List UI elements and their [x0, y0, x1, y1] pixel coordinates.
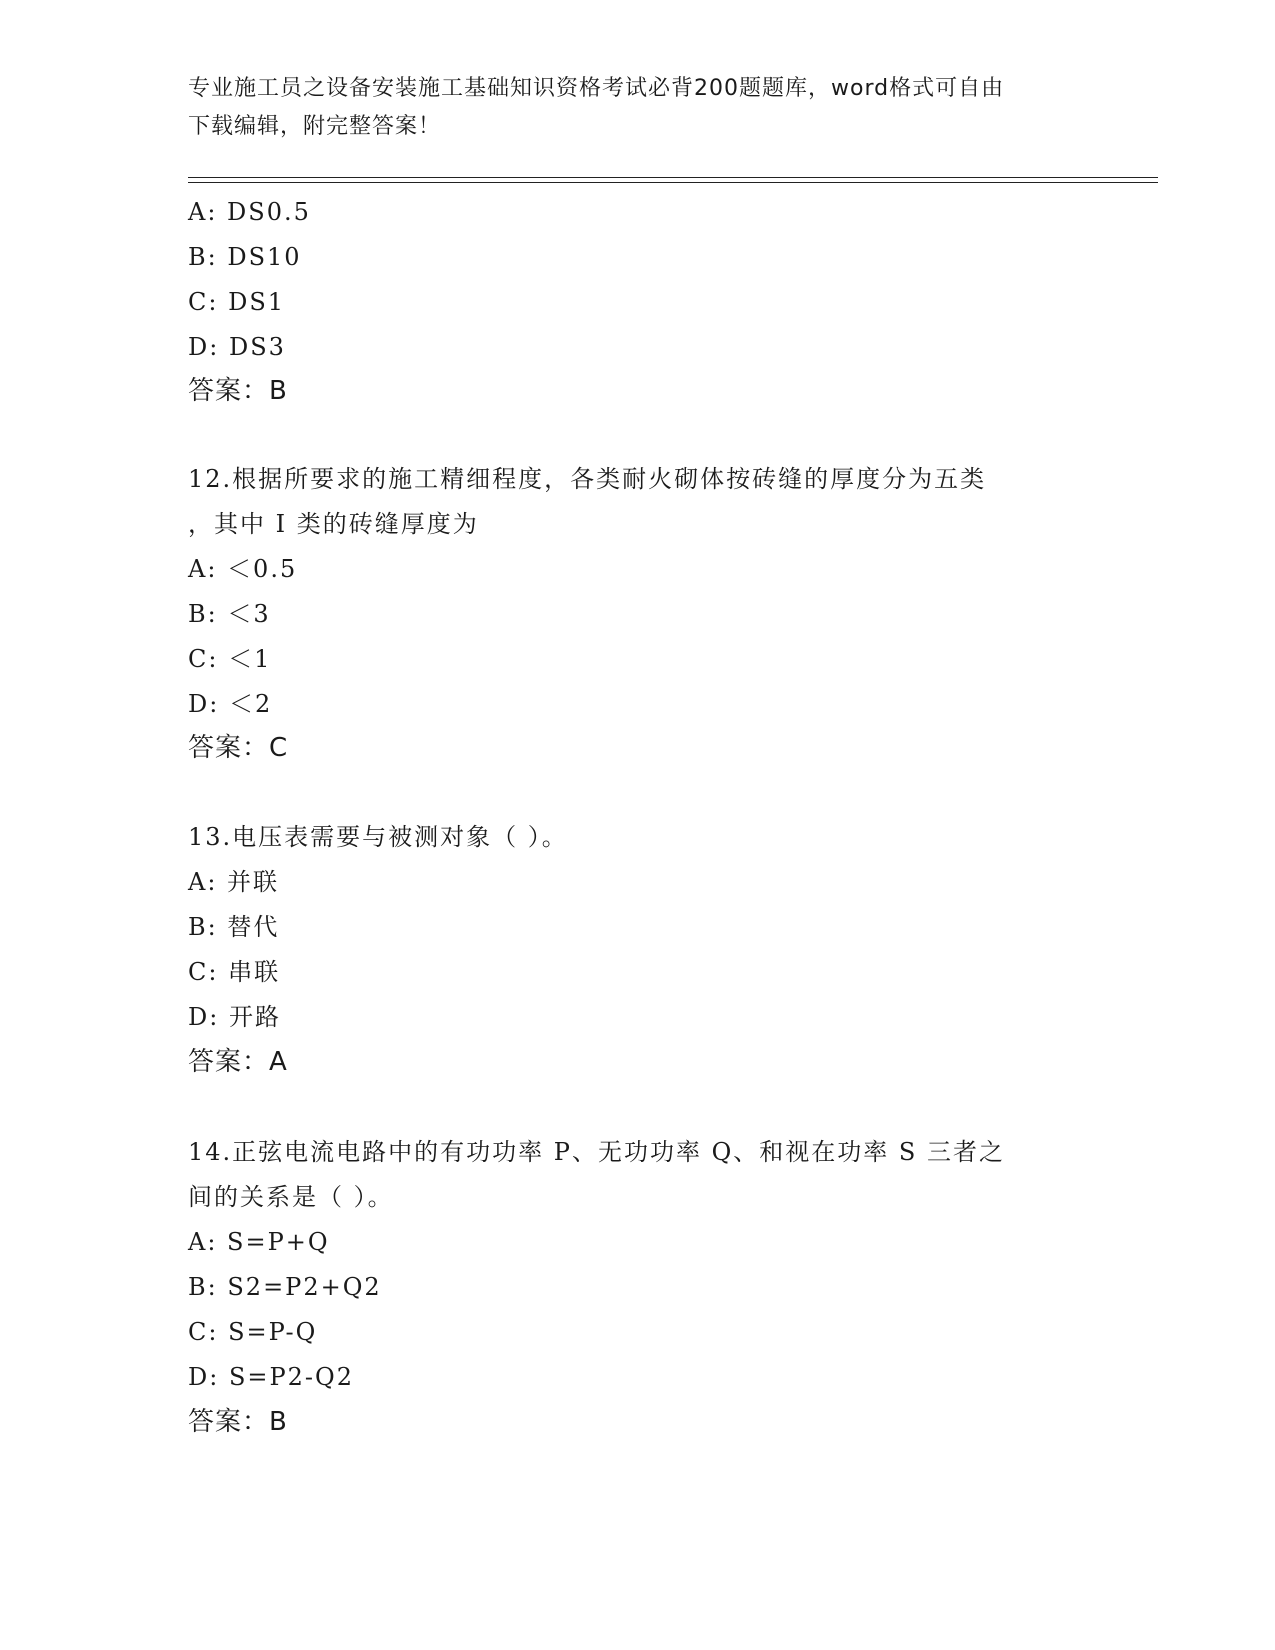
q13-option-d: D: 开路 [188, 1003, 281, 1031]
q12-option-a: A: ＜0.5 [188, 555, 298, 583]
q11-option-a: A: DS0.5 [188, 198, 311, 226]
q14-option-c: C: S=P-Q [188, 1318, 318, 1346]
q13-option-c: C: 串联 [188, 958, 281, 986]
q12-option-b: B: ＜3 [188, 600, 271, 628]
header-divider-top [188, 177, 1158, 178]
header-divider-bottom [188, 182, 1158, 183]
q11-answer: 答案：B [188, 376, 288, 406]
q14-option-b: B: S2=P2+Q2 [188, 1273, 382, 1301]
q14-option-d: D: S=P2-Q2 [188, 1363, 354, 1391]
q13-answer: 答案：A [188, 1047, 288, 1077]
q14-answer: 答案：B [188, 1407, 288, 1437]
q11-option-b: B: DS10 [188, 243, 302, 271]
q13-option-a: A: 并联 [188, 868, 280, 896]
q12-stem-line-2: ，其中 I 类的砖缝厚度为 [188, 510, 479, 538]
q14-option-a: A: S=P+Q [188, 1228, 330, 1256]
q12-option-c: C: ＜1 [188, 645, 272, 673]
header-line-2: 下载编辑，附完整答案！ [188, 114, 442, 139]
q12-stem-line-1: 12.根据所要求的施工精细程度，各类耐火砌体按砖缝的厚度分为五类 [188, 465, 987, 493]
q14-stem-line-1: 14.正弦电流电路中的有功功率 P、无功功率 Q、和视在功率 S 三者之 [188, 1138, 1005, 1166]
q12-option-d: D: ＜2 [188, 690, 273, 718]
q11-option-d: D: DS3 [188, 333, 286, 361]
q13-stem-line-1: 13.电压表需要与被测对象（ ）。 [188, 823, 568, 851]
q12-answer: 答案：C [188, 733, 289, 763]
q14-stem-line-2: 间的关系是（ ）。 [188, 1183, 394, 1211]
document-header [188, 70, 1088, 146]
header-line-1: 专业施工员之设备安装施工基础知识资格考试必背200题题库，word格式可自由 [188, 76, 1005, 101]
q11-option-c: C: DS1 [188, 288, 286, 316]
q13-option-b: B: 替代 [188, 913, 280, 941]
